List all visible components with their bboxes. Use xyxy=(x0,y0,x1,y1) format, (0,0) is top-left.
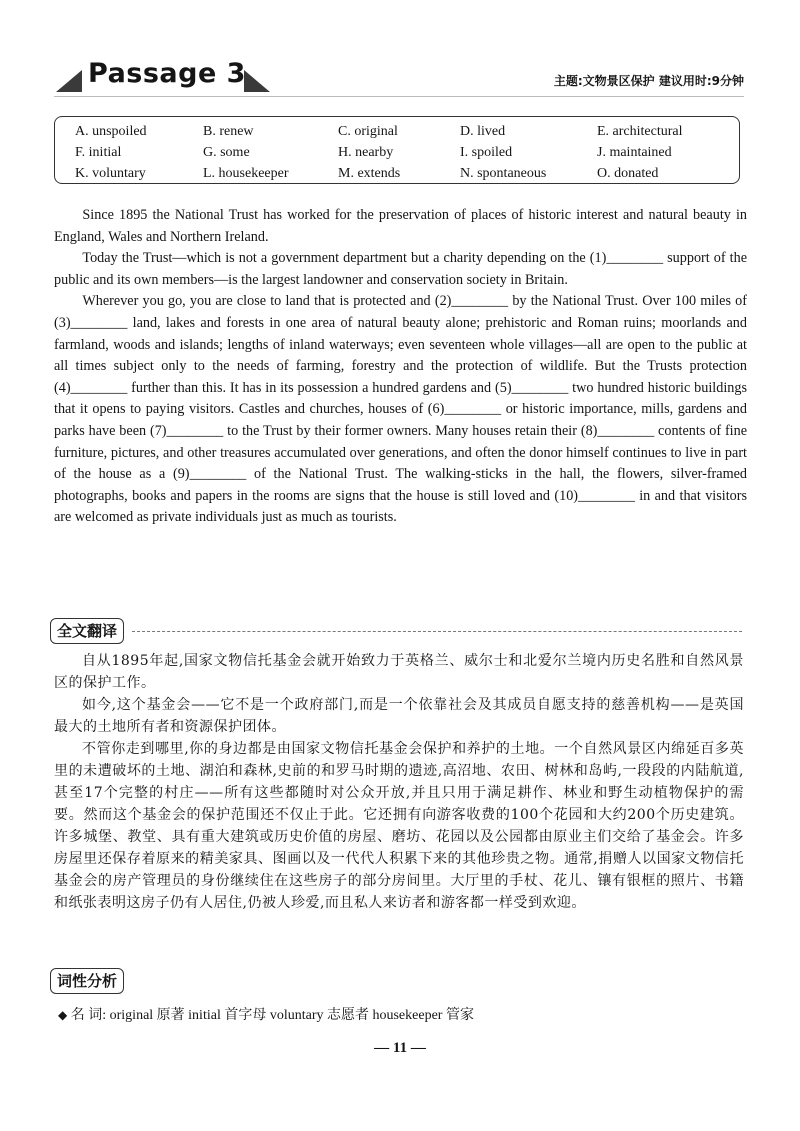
translation-paragraph-2: 如今,这个基金会——它不是一个政府部门,而是一个依靠社会及其成员自愿支持的慈善机构——是英国最大的土地所有者和资源保护团体。 xyxy=(54,697,744,735)
word-option: D. lived xyxy=(460,124,506,139)
word-option: A. unspoiled xyxy=(75,124,147,139)
translation-section-label: 全文翻译 xyxy=(50,618,124,644)
chinese-translation xyxy=(54,650,744,914)
header-divider xyxy=(54,96,744,97)
diamond-bullet-icon: ◆ xyxy=(58,1008,68,1022)
vocabulary-line xyxy=(58,1004,474,1024)
page-number: — 11 — xyxy=(374,1040,426,1056)
word-bank-row xyxy=(55,121,739,142)
topic-and-time: 主题:文物景区保护 建议用时:9分钟 xyxy=(553,74,744,88)
word-option: I. spoiled xyxy=(460,145,513,160)
word-option: G. some xyxy=(203,145,250,160)
passage-paragraph-3: Wherever you go, you are close to land that is protected and (2)________ by the National Trust. Over 100 miles of (3)________ land, lakes and forests in one area of natural beauty alone; prehistoric and Roman ruins; moorlands and farmland, woods and islands; lengths of inland waterways; even seventeen whole villages—all are open to the public at all times subject only to the needs of farming, forestry and the protection of wildlife. But the Trusts protection (4)________ further than this. It has in its possession a hundred gardens and (5)________ two hundred historic buildings that it opens to paying visitors. Castles and churches, houses of (6)________ or historic importance, mills, gardens and parks have been (7)________ to the Trust by their former owners. Many houses retain their (8)________ contents of fine furniture, pictures, and other treasures accumulated over generations, and often the donor himself continues to live in part of the house as a (9)________ of the National Trust. The walking-sticks in the hall, the flowers, silver-framed photographs, books and papers in the rooms are signs that the house is still loved and (10)________ in and that visitors are welcomed as private individuals just as much as tourists. xyxy=(54,293,747,526)
passage-paragraph-2: Today the Trust—which is not a government department but a charity depending on the (1)________ support of the public and its own members—is the largest landowner and conservation society in Britain. xyxy=(54,250,747,288)
english-passage xyxy=(54,205,747,529)
right-triangle-decoration xyxy=(244,70,270,92)
vocabulary-text: 名 词: original 原著 initial 首字母 voluntary 志愿者 housekeeper 管家 xyxy=(70,1008,474,1023)
passage-header xyxy=(54,58,744,98)
word-option: L. housekeeper xyxy=(203,166,289,181)
word-bank-row xyxy=(55,142,739,163)
word-option: M. extends xyxy=(338,166,401,181)
passage-title: Passage 3 xyxy=(88,58,246,89)
word-bank xyxy=(54,116,740,184)
word-option: C. original xyxy=(338,124,398,139)
word-bank-row xyxy=(55,163,739,184)
word-option: N. spontaneous xyxy=(460,166,547,181)
left-triangle-decoration xyxy=(56,70,82,92)
translation-paragraph-3: 不管你走到哪里,你的身边都是由国家文物信托基金会保护和养护的土地。一个自然风景区内绵延百多英里的未遭破坏的土地、湖泊和森林,史前的和罗马时期的遗迹,高沼地、农田、树林和岛屿,一段段的内陆航道,甚至17个完整的村庄——所有这些都随时对公众开放,并且只用于满足耕作、林业和野生动植物保护的需要。然而这个基金会的保护范围还不仅止于此。它还拥有向游客收费的100个花园和大约200个历史建筑。许多城堡、教堂、具有重大建筑或历史价值的房屋、磨坊、花园以及公园都由原业主们交给了基金会。许多房屋里还保存着原来的精美家具、图画以及一代代人积累下来的其他珍贵之物。通常,捐赠人以国家文物信托基金会的房产管理员的身份继续住在这些房子的部分房间里。大厅里的手杖、花儿、镶有银框的照片、书籍和纸张表明这房子仍有人居住,仍被人珍爱,而且私人来访者和游客都一样受到欢迎。 xyxy=(54,741,744,911)
word-option: H. nearby xyxy=(338,145,394,160)
translation-paragraph-1: 自从1895年起,国家文物信托基金会就开始致力于英格兰、威尔士和北爱尔兰境内历史名胜和自然风景区的保护工作。 xyxy=(54,653,744,691)
analysis-section-label: 词性分析 xyxy=(50,968,124,994)
word-option: B. renew xyxy=(203,124,254,139)
word-option: O. donated xyxy=(597,166,659,181)
word-option: J. maintained xyxy=(597,145,672,160)
word-option: K. voluntary xyxy=(75,166,146,181)
section-divider xyxy=(132,631,742,632)
word-option: E. architectural xyxy=(597,124,683,139)
word-option: F. initial xyxy=(75,145,122,160)
passage-paragraph-1: Since 1895 the National Trust has worked for the preservation of places of historic interest and natural beauty in England, Wales and Northern Ireland. xyxy=(54,207,747,245)
